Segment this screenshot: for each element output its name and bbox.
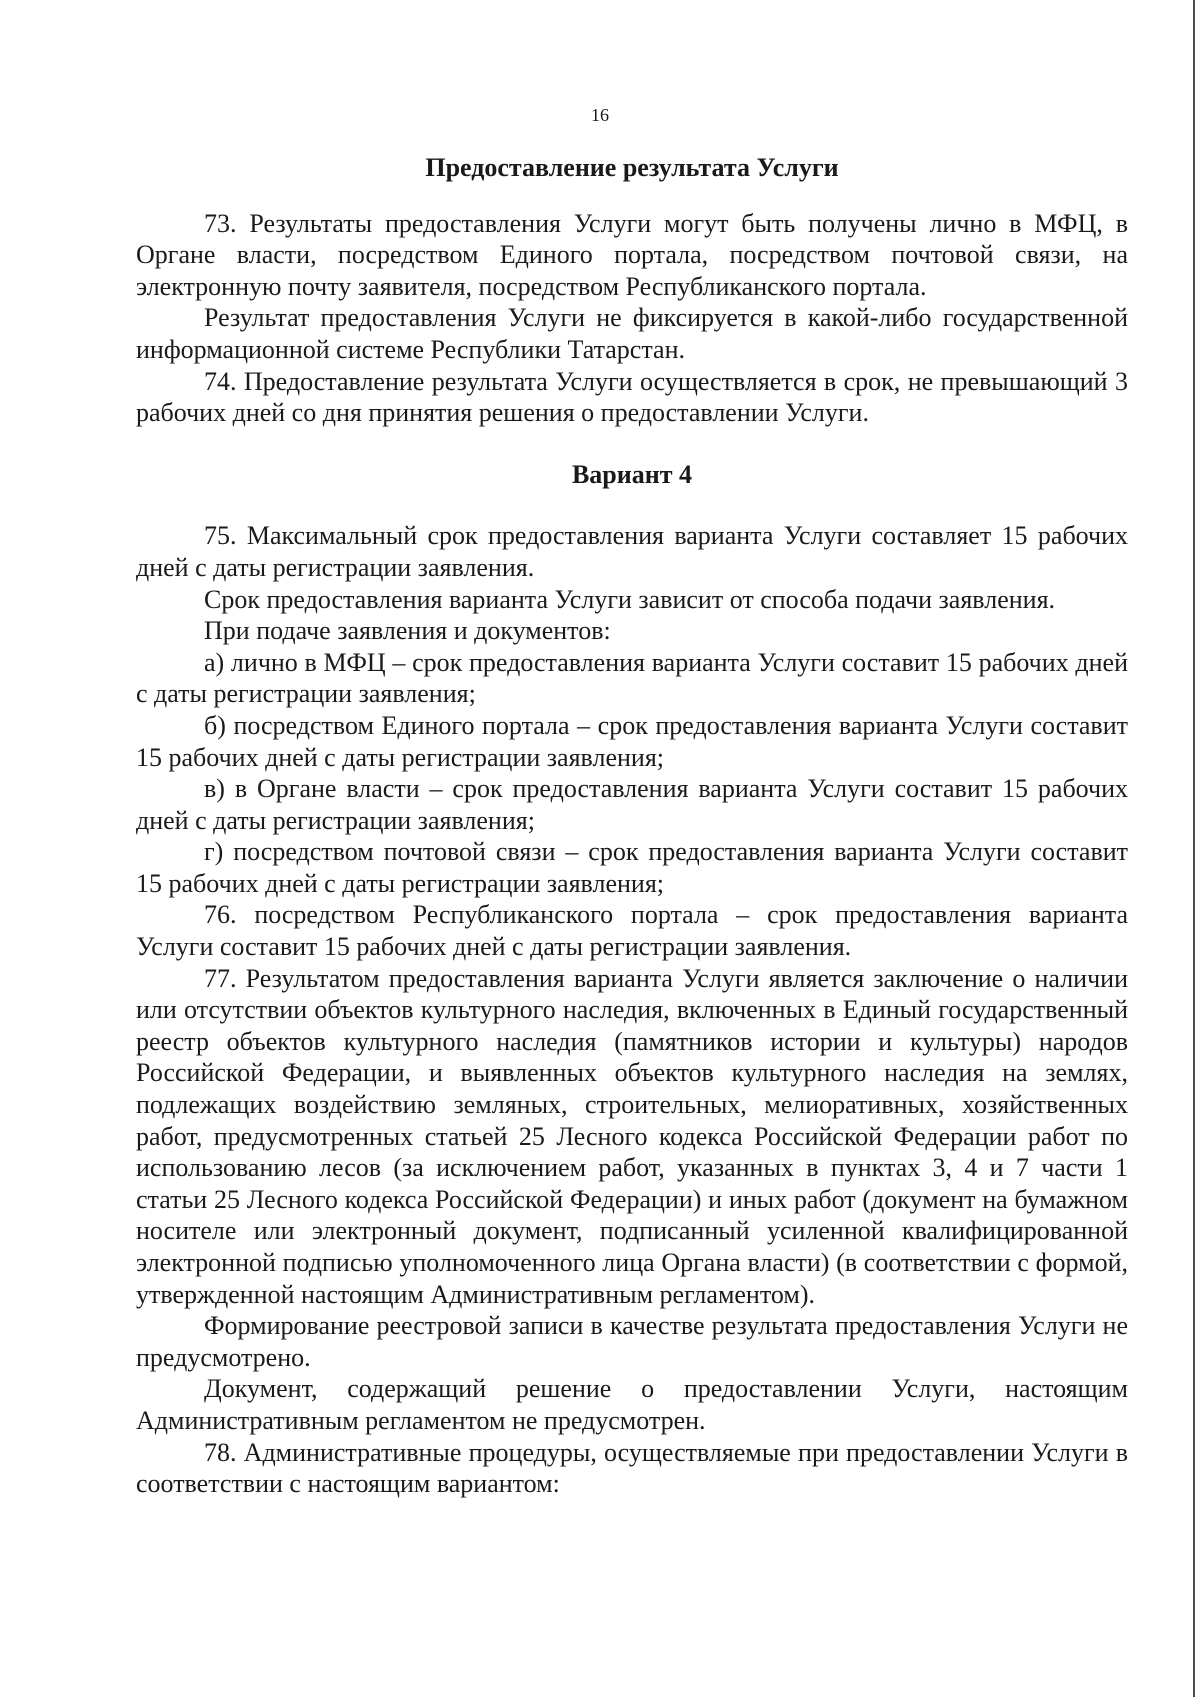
paragraph-77: 77. Результатом предоставления варианта Услуги является заключение о наличии или отсутствии объектов культурного наследия, включенных в Единый государственный реестр объектов культурного наследия (памятников истории и культуры) народов Российской Федерации, и выявленных объектов культурного наследия на землях, подлежащих воздействию земляных, строительных, мелиоративных, хозяйственных работ, предусмотренных статьей 25 Лесного кодекса Российской Федерации работ по использованию лесов (за исключением работ, указанных в пунктах 3, 4 и 7 части 1 статьи 25 Лесного кодекса Российской Федерации) и иных работ (документ на бумажном носителе или электронный документ, подписанный усиленной квалифицированной электронной подписью уполномоченного лица Органа власти) (в соответствии с формой, утвержденной настоящим Административным регламентом). [136,963,1128,1309]
paragraph-74: 74. Предоставление результата Услуги осуществляется в срок, не превышающий 3 рабочих дней со дня принятия решения о предоставлении Услуги. [136,366,1128,428]
list-item-v: в) в Органе власти – срок предоставления варианта Услуги составит 15 рабочих дней с даты регистрации заявления; [136,774,1128,835]
paragraph-75: 75. Максимальный срок предоставления варианта Услуги составляет 15 рабочих дней с даты регистрации заявления. [136,521,1128,582]
paragraph-decision-document: Документ, содержащий решение о предоставлении Услуги, настоящим Административным регламентом не предусмотрен. [136,1374,1128,1435]
page-number: 16 [591,105,609,125]
list-item-a: а) лично в МФЦ – срок предоставления варианта Услуги составит 15 рабочих дней с даты регистрации заявления; [136,647,1128,709]
paragraph-result-not-recorded: Результат предоставления Услуги не фиксируется в какой-либо государственной информационной системе Республики Татарстан. [136,303,1128,364]
list-item-b: б) посредством Единого портала – срок предоставления варианта Услуги составит 15 рабочих дней с даты регистрации заявления; [136,710,1128,772]
section-heading-variant-4: Вариант 4 [571,459,693,489]
scan-edge-line [1193,0,1195,1697]
paragraph-registry-record: Формирование реестровой записи в качестве результата предоставления Услуги не предусмотрено. [136,1311,1128,1372]
paragraph-76: 76. посредством Республиканского портала – срок предоставления варианта Услуги составит 15 рабочих дней с даты регистрации заявления. [136,900,1128,962]
section-heading-result: Предоставление результата Услуги [425,153,839,182]
paragraph-submission-intro: При подаче заявления и документов: [204,616,611,646]
paragraph-73: 73. Результаты предоставления Услуги могут быть получены лично в МФЦ, в Органе власти, посредством Единого портала, посредством почтовой связи, на электронную почту заявителя, посредством Республиканского портала. [136,208,1128,301]
list-item-g: г) посредством почтовой связи – срок предоставления варианта Услуги составит 15 рабочих дней с даты регистрации заявления; [136,837,1128,898]
paragraph-term-depends: Срок предоставления варианта Услуги зависит от способа подачи заявления. [204,584,1056,614]
paragraph-78: 78. Административные процедуры, осуществляемые при предоставлении Услуги в соответствии с настоящим вариантом: [136,1437,1128,1499]
document-body [136,152,1128,1500]
